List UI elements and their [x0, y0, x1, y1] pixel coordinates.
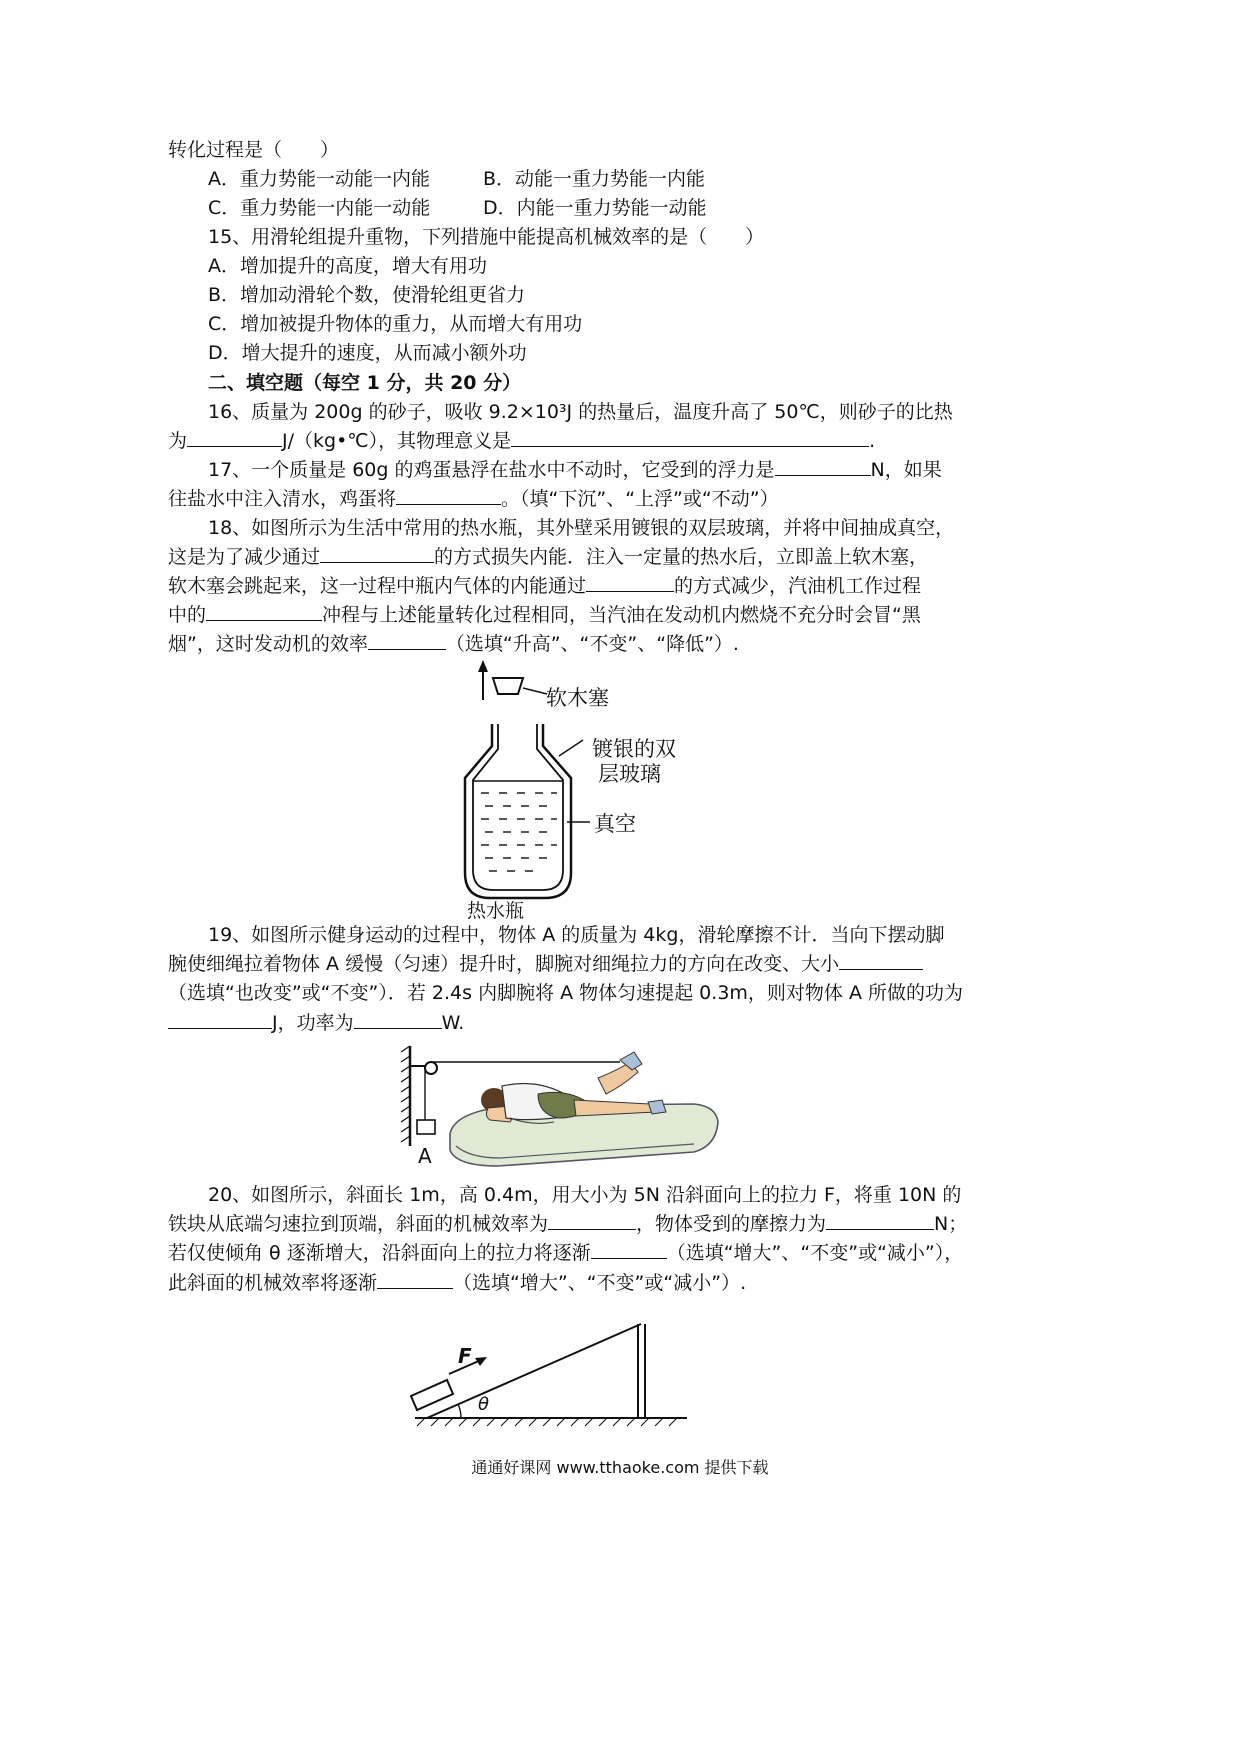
q16-text-c: . — [869, 430, 876, 452]
q19-blank-power[interactable] — [354, 1010, 442, 1029]
q14-tail-text: 转化过程是（ ） — [168, 139, 340, 161]
q15-option-b — [0, 282, 1240, 308]
q16-line2 — [0, 428, 1240, 454]
q14-option-b: B．动能一重力势能一内能 — [483, 168, 706, 190]
q19-line1 — [0, 922, 1240, 948]
q16-text-a: 为 — [168, 430, 188, 452]
q18-blank-efficiency[interactable] — [368, 631, 446, 650]
q15-option-d-text: D．增大提升的速度，从而减小额外功 — [208, 342, 527, 364]
q20-text-a: 铁块从底端匀速拉到顶端，斜面的机械效率为 — [168, 1213, 549, 1235]
q18-text-a: 这是为了减少通过 — [168, 546, 321, 568]
incline-diagram — [405, 1322, 690, 1432]
q14-option-a: A．重力势能一动能一内能 — [208, 168, 430, 190]
q19-line2 — [0, 951, 1240, 977]
q20-text-e: （选填“增大”、“不变”或“减小”）， — [666, 1242, 964, 1264]
q19-line1-text: 19、如图所示健身运动的过程中，物体 A 的质量为 4kg，滑轮摩擦不计．当向下摆动脚 — [208, 924, 945, 946]
q16-text-b: J/（kg•℃），其物理意义是 — [282, 430, 512, 452]
q17-text-a: 17、一个质量是 60g 的鸡蛋悬浮在盐水中不动时，它受到的浮力是 — [208, 459, 775, 481]
page-footer: 通通好课网 www.tthaoke.com 提供下载 — [471, 1458, 769, 1477]
q19-line3-text: （选填“也改变”或“不变”）．若 2.4s 内脚腕将 A 物体匀速提起 0.3m，则对物体 A 所做的功为 — [168, 982, 963, 1004]
q20-line3 — [0, 1240, 1240, 1266]
label-cork: 软木塞 — [546, 686, 609, 710]
q15-option-a — [0, 253, 1240, 279]
q17-text-c: 往盐水中注入清水，鸡蛋将 — [168, 488, 397, 510]
q15-option-a-text: A．增加提升的高度，增大有用功 — [208, 255, 487, 277]
q20-line2 — [0, 1211, 1240, 1237]
q18-text-c: 软木塞会跳起来，这一过程中瓶内气体的内能通过 — [168, 575, 587, 597]
q15-stem-text: 15、用滑轮组提升重物，下列措施中能提高机械效率的是（ ） — [208, 226, 765, 248]
q20-line4 — [0, 1270, 1240, 1296]
q17-line2 — [0, 486, 1240, 512]
q20-line1-text: 20、如图所示，斜面长 1m，高 0.4m，用大小为 5N 沿斜面向上的拉力 F，将重 10N 的 — [208, 1184, 962, 1206]
exercise-diagram — [398, 1042, 728, 1177]
q18-line2 — [0, 544, 1240, 570]
q17-blank-buoyancy[interactable] — [775, 457, 871, 476]
q14-option-c: C．重力势能一内能一动能 — [208, 197, 431, 219]
q18-line4 — [0, 602, 1240, 628]
q14-tail — [0, 137, 1240, 163]
q20-blank-pull-force[interactable] — [591, 1240, 667, 1259]
q15-option-b-text: B．增加动滑轮个数，使滑轮组更省力 — [208, 284, 526, 306]
q17-text-d: 。（填“下沉”、“上浮”或“不动”） — [501, 488, 779, 510]
q17-blank-egg[interactable] — [396, 486, 501, 505]
label-weight-a: A — [418, 1144, 432, 1168]
q20-blank-efficiency[interactable] — [548, 1211, 636, 1230]
q19-text-c: W. — [441, 1012, 465, 1034]
q20-text-d: 若仅使倾角 θ 逐渐增大，沿斜面向上的拉力将逐渐 — [168, 1242, 591, 1264]
label-silvered-glass-1: 镀银的双 — [592, 737, 676, 761]
q18-blank-heat-transfer[interactable] — [320, 544, 434, 563]
q20-blank-efficiency-trend[interactable] — [377, 1270, 453, 1289]
q18-line5 — [0, 631, 1240, 657]
q19-line3 — [0, 980, 1240, 1006]
label-angle-theta: θ — [478, 1394, 490, 1415]
q18-line1 — [0, 515, 1240, 541]
q20-text-c: N； — [934, 1213, 968, 1235]
section-heading-text: 二、填空题（每空 1 分，共 20 分） — [208, 372, 522, 394]
label-force-f: F — [458, 1344, 472, 1368]
section-heading-fill-in — [0, 370, 1240, 396]
q20-line1 — [0, 1182, 1240, 1208]
q15-stem — [0, 224, 1240, 250]
q19-blank-work[interactable] — [168, 1010, 272, 1029]
q18-text-e: 中的 — [168, 604, 207, 626]
q18-text-b: 的方式损失内能．注入一定量的热水后，立即盖上软木塞， — [434, 546, 929, 568]
q16-line1 — [0, 399, 1240, 425]
q15-option-d — [0, 340, 1240, 366]
q17-text-b: N，如果 — [870, 459, 942, 481]
q16-blank-specific-heat[interactable] — [187, 428, 282, 447]
q19-blank-force-size[interactable] — [839, 951, 923, 970]
q14-option-d: D．内能一重力势能一动能 — [483, 197, 707, 219]
q18-line3 — [0, 573, 1240, 599]
q19-line4 — [0, 1010, 1240, 1036]
q18-text-g: 烟”，这时发动机的效率 — [168, 633, 368, 655]
q19-text-a: 腕使细绳拉着物体 A 缓慢（匀速）提升时，脚腕对细绳拉力的方向在改变、大小 — [168, 953, 840, 975]
label-silvered-glass-2: 层玻璃 — [598, 762, 661, 786]
q20-text-b: ，物体受到的摩擦力为 — [636, 1213, 827, 1235]
q16-line1-text: 16、质量为 200g 的砂子，吸收 9.2×10³J 的热量后，温度升高了 50℃，则砂子的比热 — [208, 401, 953, 423]
q16-blank-meaning[interactable] — [511, 428, 869, 447]
q18-text-f: 冲程与上述能量转化过程相同，当汽油在发动机内燃烧不充分时会冒“黑 — [322, 604, 921, 626]
q20-blank-friction[interactable] — [826, 1211, 934, 1230]
q20-text-g: （选填“增大”、“不变”或“减小”）. — [453, 1272, 747, 1294]
q19-text-b: J，功率为 — [272, 1012, 354, 1034]
q18-text-h: （选填“升高”、“不变”、“降低”）. — [445, 633, 739, 655]
q17-line1 — [0, 457, 1240, 483]
q15-option-c-text: C．增加被提升物体的重力，从而增大有用功 — [208, 313, 583, 335]
q18-blank-energy-way[interactable] — [586, 573, 674, 592]
q20-text-f: 此斜面的机械效率将逐渐 — [168, 1272, 378, 1294]
label-vacuum: 真空 — [594, 812, 636, 836]
q18-text-d: 的方式减少，汽油机工作过程 — [674, 575, 922, 597]
q15-option-c — [0, 311, 1240, 337]
thermos-caption: 热水瓶 — [467, 900, 525, 922]
q18-line1-text: 18、如图所示为生活中常用的热水瓶，其外壁采用镀银的双层玻璃，并将中间抽成真空， — [208, 517, 955, 539]
q18-blank-stroke[interactable] — [206, 602, 322, 621]
